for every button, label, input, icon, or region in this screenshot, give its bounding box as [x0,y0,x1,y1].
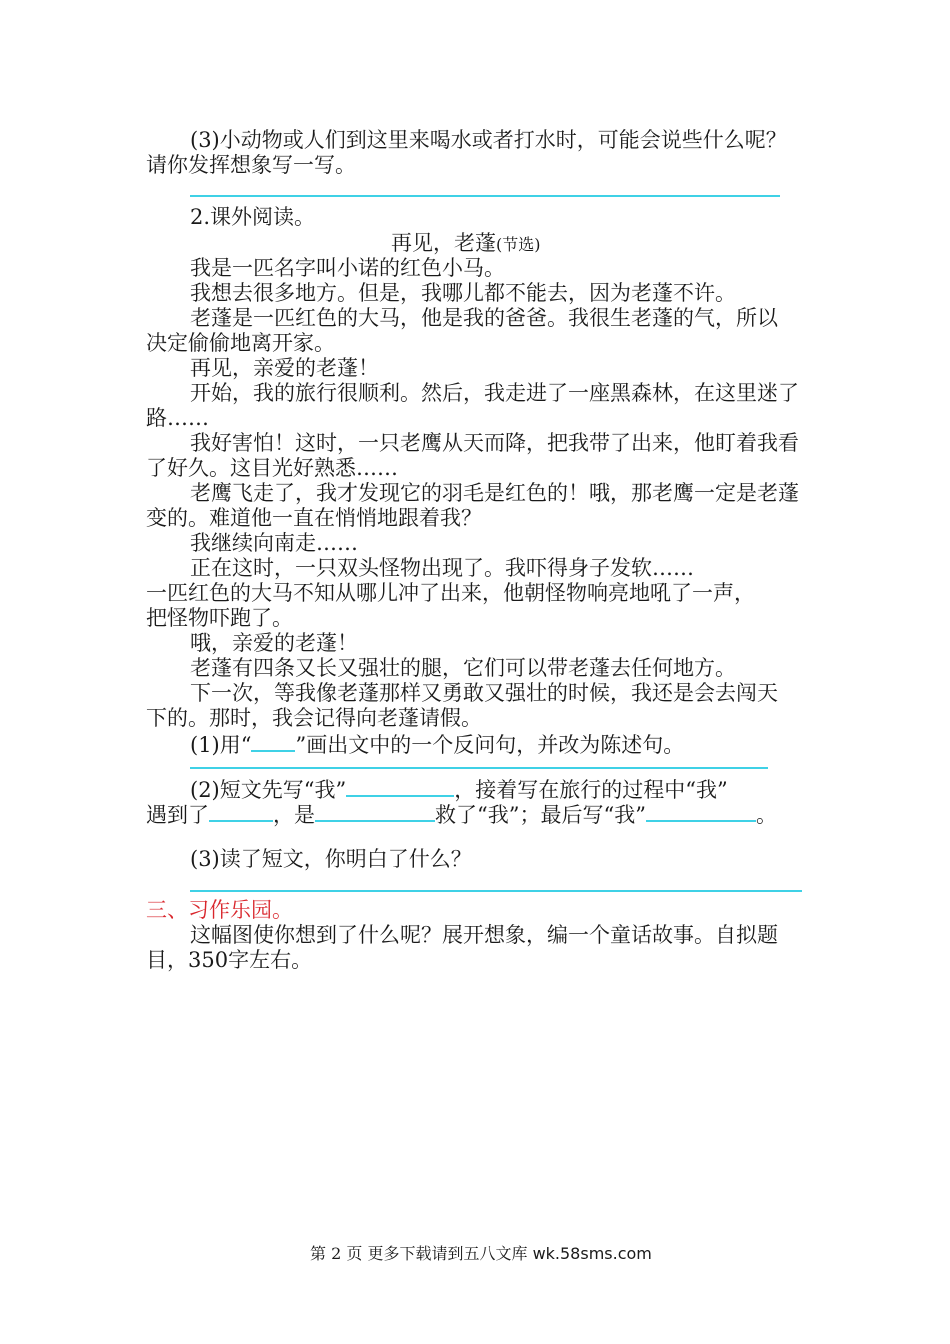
q2-text-c: 遇到了 [146,803,209,827]
q2-text-e: 救了“我”；最后写“我” [435,803,646,827]
passage-line: 变的。难道他一直在悄悄地跟着我？ [146,506,482,530]
reading-heading: 2.课外阅读。 [190,205,316,229]
question-1 [190,730,684,758]
passage-line: 下的。那时，我会记得向老蓬请假。 [146,706,482,730]
footer-text: 更多下载请到五八文库 [367,1244,528,1263]
section-prompt-line2: 目，350字左右。 [146,948,313,972]
passage-line: 我继续向南走…… [190,531,358,555]
q2-blank-3[interactable] [315,800,435,822]
passage-title-note: (节选) [496,235,541,254]
passage-title-text: 再见，老蓬 [391,231,496,255]
passage-line: 老鹰飞走了，我才发现它的羽毛是红色的！哦，那老鹰一定是老蓬 [190,481,799,505]
q3-intro-line1: (3)小动物或人们到这里来喝水或者打水时，可能会说些什么呢？ [190,128,787,152]
section-prompt-line1: 这幅图使你想到了什么呢？展开想象，编一个童话故事。自拟题 [190,923,778,947]
page-number: 第 2 页 [310,1244,363,1263]
q2-blank-2[interactable] [209,800,273,822]
passage-line: 我是一匹名字叫小诺的红色小马。 [190,256,505,280]
q2-blank-1[interactable] [346,775,454,797]
q1-text-b: ”画出文中的一个反问句，并改为陈述句。 [295,733,685,757]
q2-text-a: (2)短文先写“我” [190,778,347,802]
q2-text-f: 。 [755,803,777,827]
passage-line: 决定偷偷地离开家。 [146,331,335,355]
passage-line: 开始，我的旅行很顺利。然后，我走进了一座黑森林，在这里迷了 [190,381,799,405]
passage-line: 哦，亲爱的老蓬！ [190,631,358,655]
q1-blank[interactable] [251,730,295,752]
q2-text-d: ，是 [273,803,315,827]
question-3: (3)读了短文，你明白了什么？ [190,847,472,871]
q2-blank-4[interactable] [646,800,756,822]
passage-line: 路…… [146,406,209,430]
question-2-line2 [146,800,777,828]
section-heading: 三、习作乐园。 [146,898,293,922]
answer-line[interactable] [190,767,768,769]
passage-line: 一匹红色的大马不知从哪儿冲了出来，他朝怪物响亮地吼了一声， [146,581,755,605]
passage-line: 了好久。这目光好熟悉…… [146,456,398,480]
q3-intro-line2: 请你发挥想象写一写。 [146,153,356,177]
passage-line: 老蓬有四条又长又强壮的腿，它们可以带老蓬去任何地方。 [190,656,736,680]
passage-line: 再见，亲爱的老蓬！ [190,356,379,380]
passage-line: 正在这时，一只双头怪物出现了。我吓得身子发软…… [190,556,694,580]
answer-line[interactable] [190,195,780,197]
page-footer [310,1244,652,1264]
passage-line: 我好害怕！这时，一只老鹰从天而降，把我带了出来，他盯着我看 [190,431,799,455]
passage-line: 把怪物吓跑了。 [146,606,293,630]
answer-line[interactable] [190,890,802,892]
q2-text-b: ，接着写在旅行的过程中“我” [454,778,728,802]
q1-text-a: (1)用“ [190,733,252,757]
passage-title [391,230,541,258]
passage-line: 我想去很多地方。但是，我哪儿都不能去，因为老蓬不许。 [190,281,736,305]
passage-line: 下一次，等我像老蓬那样又勇敢又强壮的时候，我还是会去闯天 [190,681,778,705]
question-2-line1 [190,775,728,803]
passage-line: 老蓬是一匹红色的大马，他是我的爸爸。我很生老蓬的气，所以 [190,306,778,330]
footer-url[interactable]: wk.58sms.com [532,1244,652,1263]
